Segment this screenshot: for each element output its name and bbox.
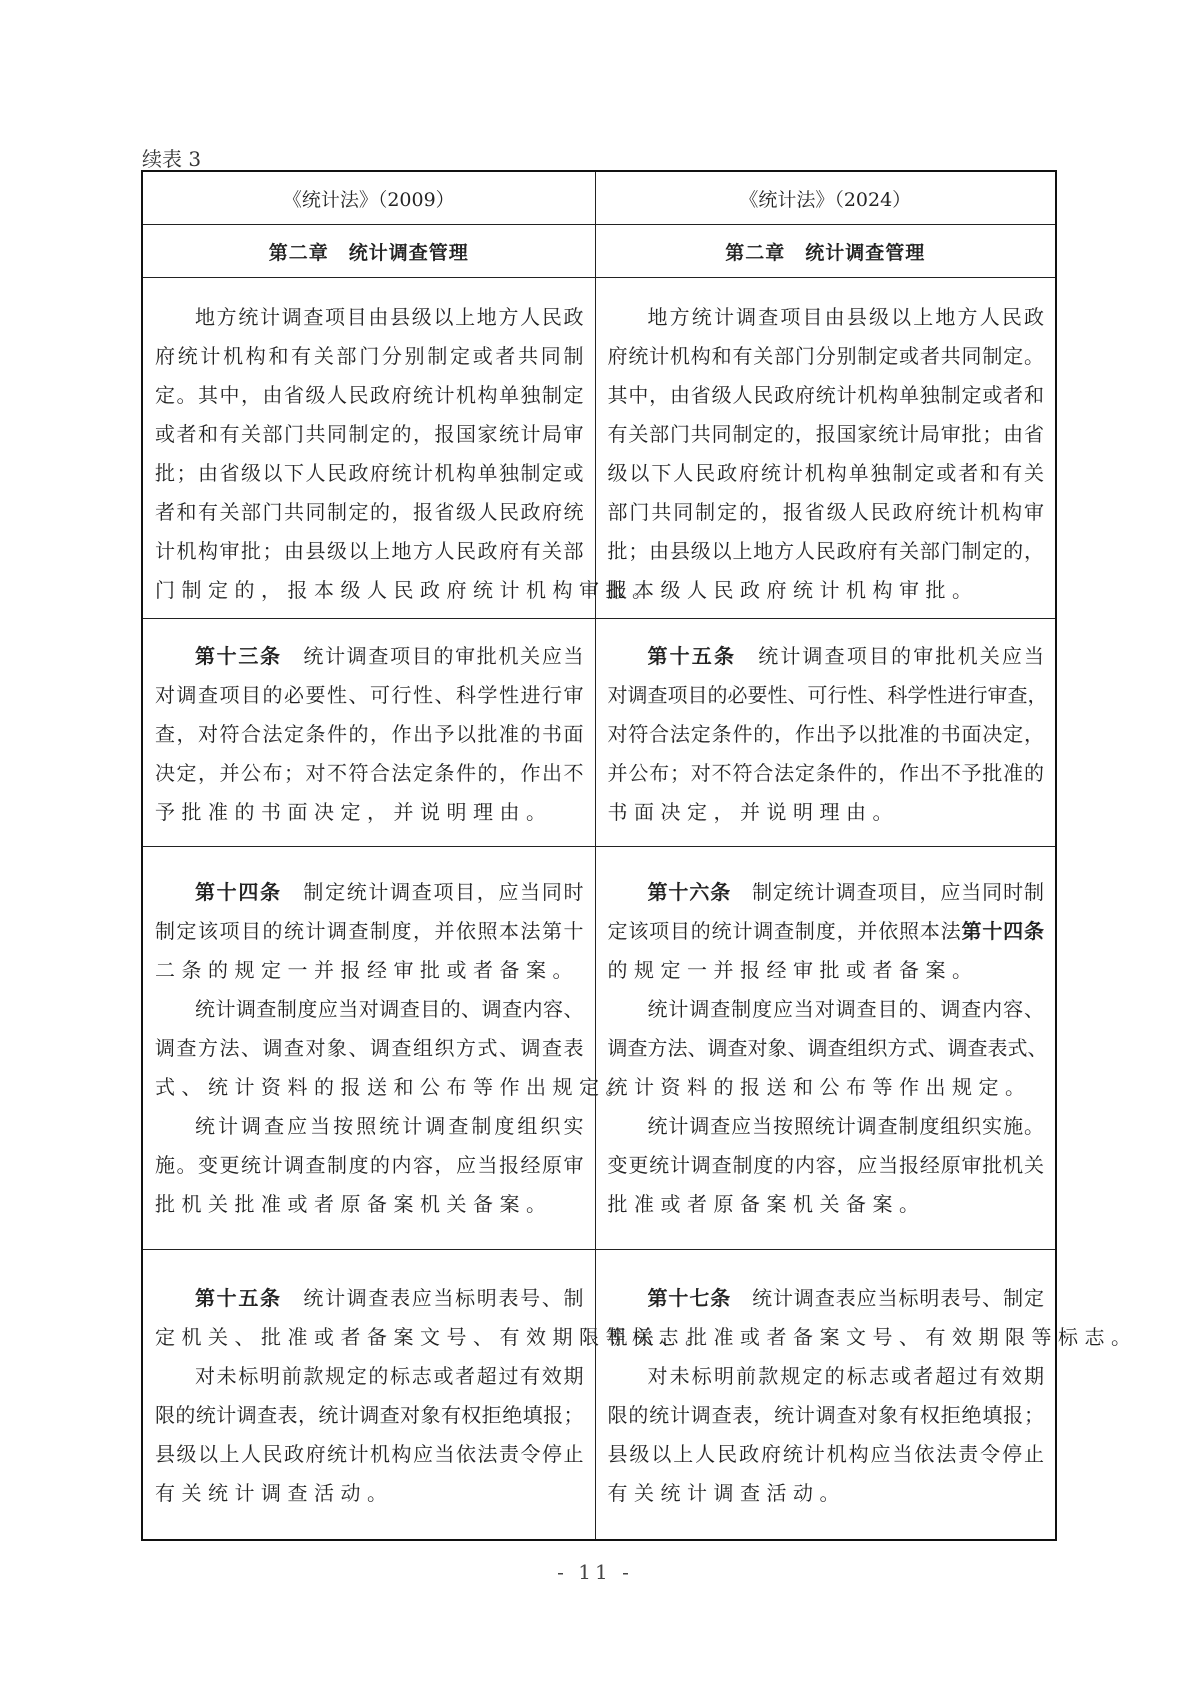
text-line — [155, 454, 584, 493]
text-segment: 式、统计资料的报送和公布等作出规定。 — [155, 1075, 632, 1099]
cell-content — [596, 847, 1056, 1224]
text-line — [608, 1357, 1045, 1396]
text-segment: 统计调查应当按照统计调查制度组织实施。 — [647, 1114, 1044, 1138]
text-line — [608, 951, 1045, 990]
text-line — [608, 912, 1045, 951]
cell-2024 — [595, 847, 1056, 1250]
text-segment: 批准或者原备案机关备案。 — [607, 1192, 926, 1216]
text-line — [608, 754, 1045, 793]
text-segment: 变更统计调查制度的内容，应当报经原审批机关 — [607, 1153, 1044, 1177]
text-segment: 的规定一并报经审批或者备案。 — [607, 958, 979, 982]
text-line — [155, 1435, 584, 1474]
text-line — [608, 990, 1045, 1029]
article-number: 第十六条 — [647, 880, 732, 904]
text-segment: 决定，并公布；对不符合法定条件的，作出不 — [155, 761, 584, 785]
text-line — [608, 1279, 1045, 1318]
text-line — [155, 1107, 584, 1146]
text-line — [608, 415, 1045, 454]
text-line — [608, 376, 1045, 415]
text-segment: 限的统计调查表，统计调查对象有权拒绝填报； — [155, 1403, 584, 1427]
text-line — [608, 1396, 1045, 1435]
text-line — [155, 951, 584, 990]
text-segment: 二条的规定一并报经审批或者备案。 — [155, 958, 579, 982]
text-line — [608, 873, 1045, 912]
text-segment: 门制定的，报本级人民政府统计机构审批。 — [155, 578, 659, 602]
article-number: 第十三条 — [195, 644, 282, 668]
paragraph — [155, 298, 659, 610]
header-2009: 《统计法》（2009） — [142, 171, 595, 225]
text-segment: 对调查项目的必要性、可行性、科学性进行审 — [155, 683, 584, 707]
text-segment: 或者和有关部门共同制定的，报国家统计局审 — [155, 422, 584, 446]
cell-content — [596, 278, 1056, 610]
text-segment: 制定该项目的统计调查制度，并依照本法第十 — [155, 919, 584, 943]
paragraph — [608, 1357, 1045, 1513]
text-line — [155, 676, 584, 715]
text-segment: 统计调查项目的审批机关应当 — [281, 644, 584, 668]
text-line — [155, 1146, 584, 1185]
text-line — [607, 676, 1048, 715]
article-row — [142, 278, 1056, 619]
text-line — [155, 912, 584, 951]
text-segment: 机关、批准或者备案文号、有效期限等标志。 — [607, 1325, 1138, 1349]
text-segment: 限的统计调查表，统计调查对象有权拒绝填报； — [607, 1403, 1044, 1427]
text-segment: 并公布；对不符合法定条件的，作出不予批准的 — [607, 761, 1044, 785]
cell-2024 — [595, 278, 1056, 619]
text-line — [155, 793, 584, 832]
text-line — [608, 337, 1045, 376]
text-segment: 制定统计调查项目，应当同时制 — [731, 880, 1045, 904]
cell-content — [596, 619, 1056, 832]
text-line — [155, 493, 584, 532]
paragraph — [608, 298, 1045, 610]
text-line — [155, 1279, 584, 1318]
text-line — [155, 337, 584, 376]
text-segment: 查，对符合法定条件的，作出予以批准的书面 — [155, 722, 584, 746]
paragraph — [607, 990, 1048, 1107]
text-line — [155, 1357, 584, 1396]
text-line — [608, 493, 1045, 532]
text-segment: 报本级人民政府统计机构审批。 — [607, 578, 979, 602]
text-segment: 统计调查应当按照统计调查制度组织实 — [195, 1114, 584, 1138]
chapter-2024: 第二章 统计调查管理 — [595, 225, 1056, 278]
text-segment: 对未标明前款规定的标志或者超过有效期 — [647, 1364, 1044, 1388]
text-line — [155, 1068, 632, 1107]
text-line — [608, 298, 1045, 337]
cell-content — [143, 619, 595, 832]
text-segment: 统计调查项目的审批机关应当 — [736, 644, 1045, 668]
paragraph — [608, 873, 1045, 990]
text-segment: 统计资料的报送和公布等作出规定。 — [607, 1075, 1032, 1099]
text-line — [607, 1318, 1138, 1357]
text-line — [155, 1474, 584, 1513]
text-line — [608, 637, 1045, 676]
text-line — [155, 715, 584, 754]
text-segment: 有关统计调查活动。 — [155, 1481, 394, 1505]
text-segment: 统计调查制度应当对调查目的、调查内容、 — [647, 997, 1044, 1021]
article-number: 第十五条 — [195, 1286, 282, 1310]
text-line — [608, 1474, 1045, 1513]
text-line — [155, 1318, 712, 1357]
chapter-2009: 第二章 统计调查管理 — [142, 225, 595, 278]
text-segment: 有关统计调查活动。 — [607, 1481, 846, 1505]
text-line — [155, 571, 659, 610]
text-segment: 府统计机构和有关部门分别制定或者共同制定。 — [607, 344, 1044, 368]
cell-content — [143, 278, 659, 610]
text-line — [608, 1068, 1045, 1107]
text-segment: 其中，由省级人民政府统计机构单独制定或者和 — [607, 383, 1044, 407]
text-segment: 书面决定，并说明理由。 — [607, 800, 899, 824]
text-segment: 对未标明前款规定的标志或者超过有效期 — [195, 1364, 584, 1388]
text-segment: 计机构审批；由县级以上地方人民政府有关部 — [155, 539, 584, 563]
header-row — [142, 171, 1056, 225]
text-line — [608, 1185, 1045, 1224]
table-caption: 续表 3 — [142, 147, 202, 171]
text-segment: 定该项目的统计调查制度，并依照本法 — [607, 919, 962, 943]
cell-2009 — [142, 619, 595, 847]
article-number: 第十七条 — [647, 1286, 732, 1310]
paragraph — [155, 637, 584, 832]
comparison-table — [141, 170, 1138, 1541]
text-line — [155, 637, 584, 676]
text-segment: 地方统计调查项目由县级以上地方人民政 — [195, 305, 584, 329]
text-segment: 批；由县级以上地方人民政府有关部门制定的， — [607, 539, 1044, 563]
text-line — [155, 1185, 584, 1224]
text-line — [608, 532, 1045, 571]
paragraph — [155, 1357, 584, 1513]
text-line — [608, 715, 1045, 754]
text-line — [155, 532, 584, 571]
text-line — [155, 415, 584, 454]
paragraph — [155, 873, 584, 990]
article-row — [142, 1250, 1056, 1541]
text-line — [608, 1435, 1045, 1474]
paragraph — [608, 1107, 1045, 1224]
article-number: 第十四条 — [195, 880, 282, 904]
paragraph — [155, 990, 632, 1107]
text-segment: 调查方法、调查对象、调查组织方式、调查表式、 — [607, 1036, 1048, 1060]
header-2024: 《统计法》（2024） — [595, 171, 1056, 225]
text-segment: 定。其中，由省级人民政府统计机构单独制定 — [155, 383, 584, 407]
text-segment: 制定统计调查项目，应当同时 — [281, 880, 584, 904]
text-line — [155, 754, 584, 793]
article-number: 第十四条 — [961, 919, 1045, 943]
paragraph — [607, 637, 1048, 832]
article-row — [142, 619, 1056, 847]
text-line — [608, 454, 1045, 493]
text-segment: 者和有关部门共同制定的，报省级人民政府统 — [155, 500, 584, 524]
text-segment: 县级以上人民政府统计机构应当依法责令停止 — [607, 1442, 1044, 1466]
paragraph — [155, 1107, 584, 1224]
article-number: 第十五条 — [647, 644, 737, 668]
cell-2024 — [595, 1250, 1138, 1541]
text-segment: 对符合法定条件的，作出予以批准的书面决定， — [607, 722, 1044, 746]
cell-2024 — [595, 619, 1056, 847]
text-segment: 级以下人民政府统计机构单独制定或者和有关 — [607, 461, 1044, 485]
text-line — [155, 873, 584, 912]
text-line — [155, 1029, 584, 1068]
text-segment: 县级以上人民政府统计机构应当依法责令停止 — [155, 1442, 584, 1466]
cell-2009 — [142, 278, 659, 619]
text-segment: 统计调查表应当标明表号、制定 — [731, 1286, 1045, 1310]
text-segment: 批机关批准或者原备案机关备案。 — [155, 1192, 553, 1216]
text-segment: 统计调查制度应当对调查目的、调查内容、 — [195, 997, 584, 1021]
text-line — [155, 990, 584, 1029]
text-line — [155, 298, 584, 337]
cell-content — [143, 847, 632, 1224]
cell-2009 — [142, 847, 632, 1250]
page-number: - 11 - — [557, 1560, 633, 1584]
text-line — [155, 1396, 584, 1435]
text-segment: 府统计机构和有关部门分别制定或者共同制 — [155, 344, 584, 368]
text-segment: 予批准的书面决定，并说明理由。 — [155, 800, 553, 824]
text-segment: 统计调查表应当标明表号、制 — [281, 1286, 584, 1310]
text-line — [608, 1107, 1045, 1146]
text-line — [155, 376, 584, 415]
text-segment: 地方统计调查项目由县级以上地方人民政 — [647, 305, 1044, 329]
text-segment: 施。变更统计调查制度的内容，应当报经原审 — [155, 1153, 584, 1177]
text-line — [608, 1146, 1045, 1185]
text-segment: 调查方法、调查对象、调查组织方式、调查表 — [155, 1036, 584, 1060]
cell-content — [596, 1250, 1138, 1513]
text-segment: 批；由省级以下人民政府统计机构单独制定或 — [155, 461, 584, 485]
text-segment: 部门共同制定的，报省级人民政府统计机构审 — [607, 500, 1044, 524]
text-line — [607, 1029, 1048, 1068]
text-segment: 定机关、批准或者备案文号、有效期限等标志。 — [155, 1325, 712, 1349]
article-row — [142, 847, 1056, 1250]
text-segment: 有关部门共同制定的，报国家统计局审批；由省 — [607, 422, 1044, 446]
paragraph — [607, 1279, 1138, 1357]
text-line — [608, 571, 1045, 610]
chapter-row — [142, 225, 1056, 278]
text-line — [608, 793, 1045, 832]
text-segment: 对调查项目的必要性、可行性、科学性进行审查， — [607, 683, 1048, 707]
